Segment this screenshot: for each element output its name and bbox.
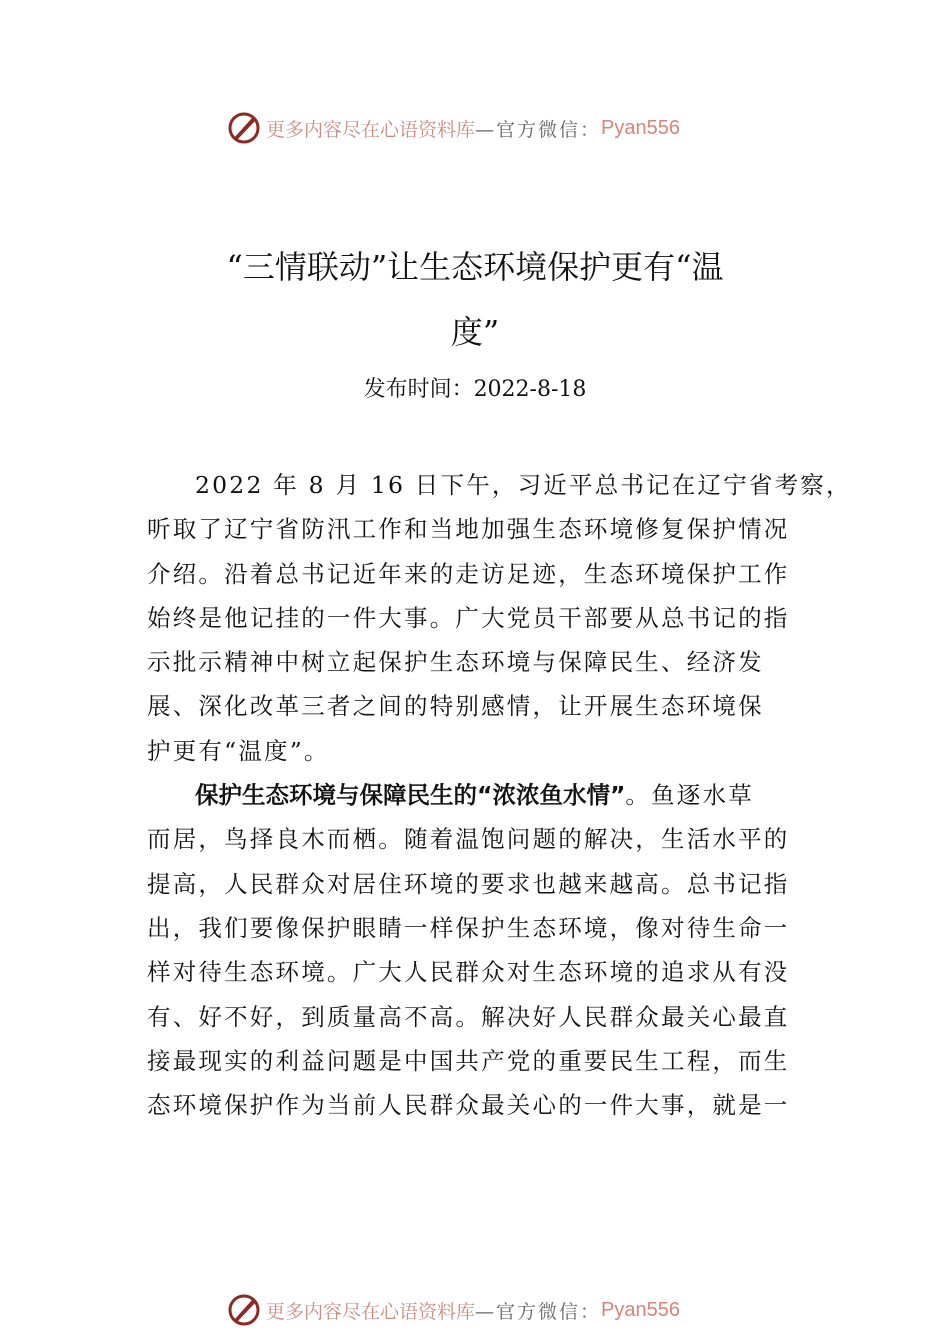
document-title-line-1: “三情联动”让生态环境保护更有“温 bbox=[226, 248, 724, 286]
text-line: 展、深化改革三者之间的特别感情，让开展生态环境保 bbox=[147, 692, 764, 721]
text-line: 示批示精神中树立起保护生态环境与保障民生、经济发 bbox=[147, 648, 764, 677]
header-watermark-banner bbox=[226, 110, 726, 146]
paragraph-1 bbox=[147, 463, 852, 773]
banner-text: 更多内容尽在心语资料库 bbox=[266, 118, 476, 141]
text-span: 。鱼逐水草 bbox=[625, 781, 754, 810]
pen-logo-icon bbox=[226, 1292, 262, 1328]
paragraph-2 bbox=[147, 773, 797, 1127]
publish-date: 发布时间：2022-8-18 bbox=[363, 377, 587, 402]
text-line: 提高，人民群众对居住环境的要求也越来越高。总书记指 bbox=[147, 869, 790, 898]
banner-wechat-id: Pyan556 bbox=[601, 116, 680, 139]
paragraph-heading: 保护生态环境与保障民生的“浓浓鱼水情” bbox=[195, 781, 626, 810]
banner-wechat-id: Pyan556 bbox=[601, 1298, 680, 1321]
footer-watermark-banner bbox=[226, 1292, 726, 1328]
banner-text: 更多内容尽在心语资料库 bbox=[266, 1300, 476, 1323]
text-line: 出，我们要像保护眼睛一样保护生态环境，像对待生命一 bbox=[147, 913, 790, 942]
text-line: 听取了辽宁省防汛工作和当地加强生态环境修复保护情况 bbox=[147, 515, 790, 544]
text-line: 始终是他记挂的一件大事。广大党员干部要从总书记的指 bbox=[147, 603, 790, 632]
text-line: 而居，鸟择良木而栖。随着温饱问题的解决，生活水平的 bbox=[147, 825, 790, 854]
banner-wechat-label: —官方微信： bbox=[475, 118, 602, 141]
pen-logo-icon bbox=[226, 110, 262, 146]
text-line bbox=[147, 773, 797, 817]
text-line: 有、好不好，到质量高不高。解决好人民群众最关心最直 bbox=[147, 1002, 790, 1031]
banner-wechat-label: —官方微信： bbox=[475, 1300, 602, 1323]
document-body bbox=[147, 463, 852, 1127]
text-line: 接最现实的利益问题是中国共产党的重要民生工程，而生 bbox=[147, 1046, 790, 1075]
text-line: 态环境保护作为当前人民群众最关心的一件大事，就是一 bbox=[147, 1091, 790, 1120]
text-line: 护更有“温度”。 bbox=[147, 736, 330, 765]
text-line: 样对待生态环境。广大人民群众对生态环境的追求从有没 bbox=[147, 958, 790, 987]
text-line: 2022 年 8 月 16 日下午，习近平总书记在辽宁省考察， bbox=[195, 471, 852, 499]
text-line: 介绍。沿着总书记近年来的走访足迹，生态环境保护工作 bbox=[147, 559, 790, 588]
document-title-line-2: 度” bbox=[450, 313, 500, 351]
